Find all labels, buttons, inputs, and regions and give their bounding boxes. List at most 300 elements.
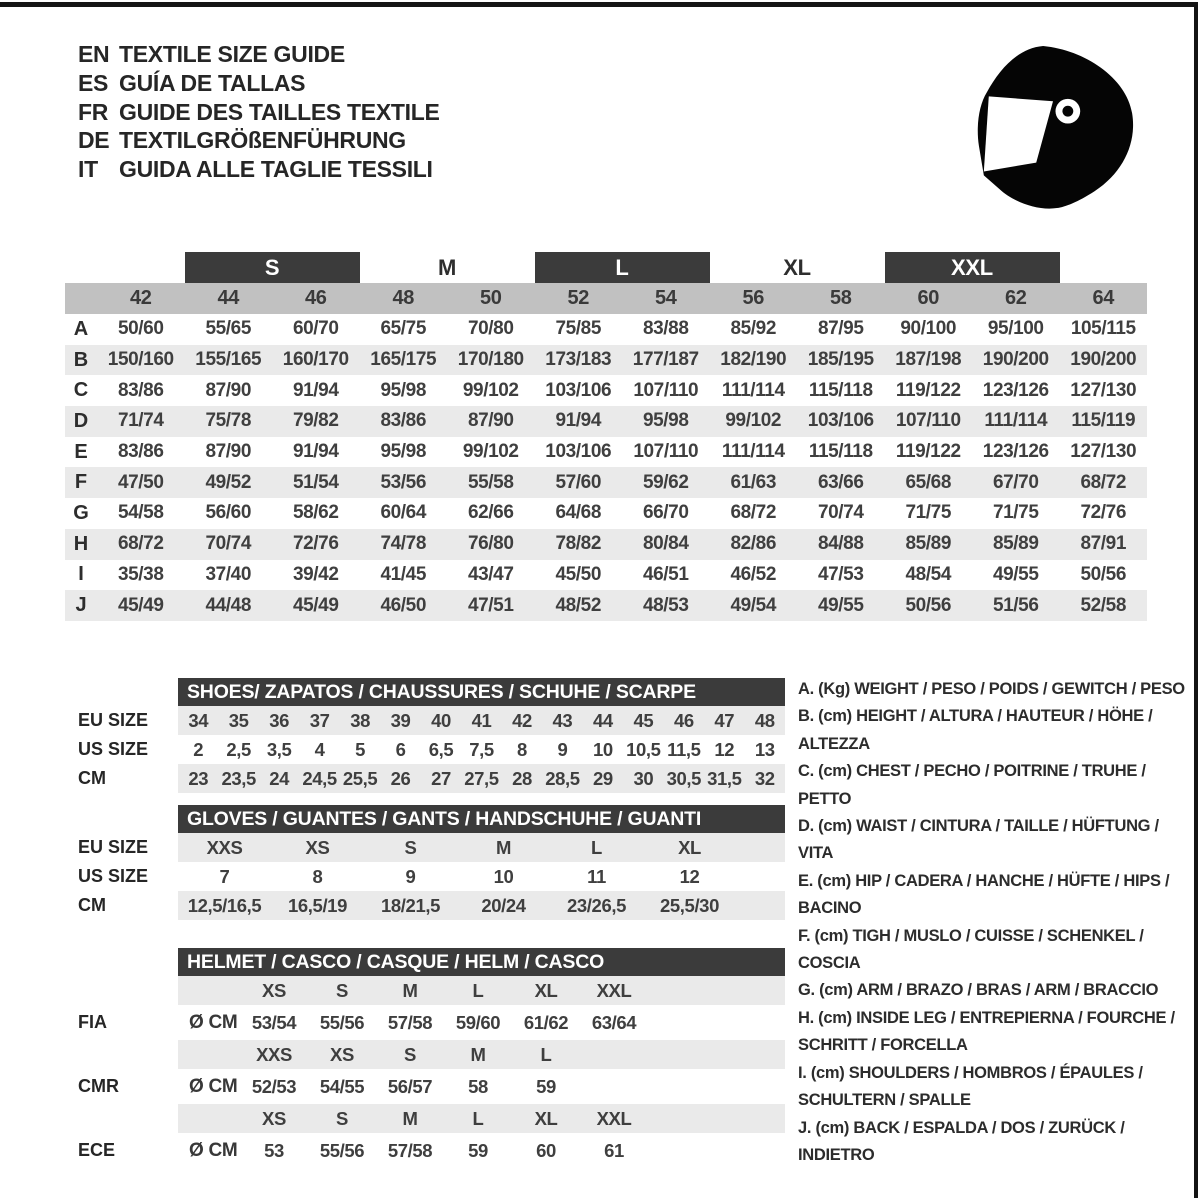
measure-value-cell: 65/68	[905, 471, 952, 493]
measure-value-cell: 55/65	[205, 318, 252, 340]
helmet-size-cell: XXL	[596, 1107, 632, 1129]
measure-value-cell: 115/118	[808, 379, 873, 401]
size-value-cell: 47	[714, 709, 735, 731]
measure-value-cell: 52/58	[1080, 594, 1127, 616]
measure-row-label: I	[78, 563, 84, 586]
row-label: CM	[78, 768, 106, 788]
measure-value-cell: 155/165	[195, 349, 262, 371]
measure-value-cell: 160/170	[282, 349, 349, 371]
language-code: ES	[78, 69, 109, 96]
legend-item: H. (cm) INSIDE LEG / ENTREPIERNA / FOURCHE / SCHRITT / FORCELLA	[798, 1008, 1175, 1055]
row-values	[178, 735, 785, 764]
size-value-cell: 23,5	[221, 767, 256, 789]
size-value-cell: 25,5	[342, 767, 378, 789]
measure-value-cell: 43/47	[467, 563, 514, 585]
size-group-xxl: XXL	[885, 252, 1060, 283]
measure-value-cell: 190/200	[982, 349, 1049, 371]
measure-value-cell: 45/49	[117, 594, 164, 616]
helmet-size-cell: XS	[262, 1107, 286, 1129]
helmet-values-grid	[178, 1133, 785, 1168]
measure-row-label: C	[73, 379, 89, 402]
measure-value-cell: 74/78	[380, 533, 427, 555]
size-value-cell: 24	[269, 767, 290, 789]
helmet-values-grid	[178, 1069, 785, 1104]
measure-value-cell: 87/90	[205, 379, 252, 401]
measure-value-cell: 64/68	[555, 502, 602, 524]
size-value-cell: 8	[517, 738, 527, 760]
size-table-row	[65, 706, 785, 735]
measure-row	[65, 529, 1147, 560]
measure-value-cell: 127/130	[1070, 441, 1137, 463]
measure-value-cell: 53/56	[380, 471, 427, 493]
size-value-cell: 40	[431, 709, 451, 731]
measure-value-cell: 54/58	[117, 502, 164, 524]
helmet-sizes-grid	[178, 976, 785, 1005]
legend-item: D. (cm) WAIST / CINTURA / TAILLE / HÜFTUNG / VITA	[798, 817, 1159, 863]
helmet-sizes-row	[65, 1104, 785, 1133]
measure-value-cell: 91/94	[292, 379, 339, 401]
helmet-sizes-row	[65, 1040, 785, 1069]
measure-value-cell: 47/50	[117, 471, 164, 493]
measure-value-cell: 61/63	[730, 471, 777, 493]
measure-value-cell: 63/66	[817, 471, 864, 493]
measure-value-cell: 67/70	[992, 471, 1039, 493]
size-value-cell: M	[495, 836, 511, 858]
size-value-cell: XL	[678, 836, 701, 858]
measure-value-cell: 91/94	[292, 441, 339, 463]
measure-value-cell: 82/86	[730, 533, 777, 555]
size-value-cell: 26	[390, 767, 411, 789]
row-label: CM	[78, 895, 106, 915]
top-border-line	[0, 2, 1198, 7]
helmet-value-cell: 58	[468, 1075, 488, 1097]
helmet-size-cell: XL	[534, 1107, 558, 1129]
size-value-cell: 2	[193, 738, 204, 760]
helmet-value-cell: 55/56	[319, 1011, 365, 1033]
size-band-cell: 58	[830, 287, 852, 309]
row-label: US SIZE	[78, 866, 149, 886]
size-band-cell: 42	[130, 287, 152, 309]
helmet-sizes-values	[178, 976, 785, 1005]
measure-value-cell: 70/74	[205, 533, 252, 555]
size-value-cell: 45	[633, 709, 654, 731]
size-value-cell: 29	[593, 767, 613, 789]
measure-value-cell: 107/110	[633, 441, 699, 463]
measure-value-cell: 78/82	[555, 533, 602, 555]
helmet-values-row	[65, 1005, 785, 1040]
measure-value-cell: 173/183	[545, 349, 612, 371]
size-value-cell: 25,5/30	[660, 894, 719, 916]
helmet-value-cell: 53	[264, 1139, 284, 1161]
shoes-section	[65, 678, 785, 793]
measure-value-cell: 190/200	[1070, 349, 1137, 371]
helmet-value-cell: 54/55	[319, 1075, 365, 1097]
legend	[798, 676, 1196, 1169]
measure-value-cell: 57/60	[555, 471, 602, 493]
size-group-spacer	[1060, 252, 1148, 283]
measure-value-cell: 95/98	[642, 410, 689, 432]
size-band-cell: 48	[392, 287, 414, 309]
measure-value-cell: 45/50	[555, 563, 602, 585]
measure-row-label: H	[73, 532, 89, 555]
size-value-cell: 34	[188, 709, 209, 731]
measure-value-cell: 115/118	[808, 441, 873, 463]
helmet-value-cell: 52/53	[251, 1075, 297, 1097]
measure-value-cell: 83/86	[380, 410, 427, 432]
measure-value-cell: 111/114	[984, 410, 1048, 432]
measure-row	[65, 498, 1147, 529]
size-value-cell: 28	[512, 767, 532, 789]
size-group-s: S	[185, 252, 360, 283]
row-label: FIA	[78, 1012, 107, 1032]
helmet-size-cell: S	[336, 1107, 348, 1129]
size-value-cell: 30	[633, 767, 654, 789]
language-row	[78, 155, 440, 184]
measure-row	[65, 375, 1147, 406]
helmet-value-cell: 57/58	[387, 1139, 433, 1161]
size-value-cell: 18/21,5	[381, 894, 440, 916]
measure-row-label: A	[73, 317, 89, 340]
helmet-size-cell: XXL	[596, 979, 632, 1001]
helmet-size-cell: S	[336, 979, 348, 1001]
size-value-cell: 20/24	[481, 894, 526, 916]
measure-value-cell: 47/53	[817, 563, 864, 585]
size-value-cell: 30,5	[666, 767, 702, 789]
measure-value-cell: 150/160	[107, 349, 174, 371]
size-table-row	[65, 862, 785, 891]
measure-value-cell: 107/110	[633, 379, 699, 401]
measure-value-cell: 99/102	[462, 379, 519, 401]
language-code: EN	[78, 41, 110, 67]
size-value-cell: 12	[714, 738, 735, 760]
size-value-cell: 16,5/19	[288, 894, 347, 916]
language-code: FR	[78, 98, 109, 125]
size-value-cell: 23/26,5	[567, 894, 626, 916]
measure-value-cell: 85/92	[730, 318, 777, 340]
measure-value-cell: 48/54	[905, 563, 952, 585]
measure-value-cell: 39/42	[292, 563, 339, 585]
diameter-cm-label: Ø CM	[189, 1075, 238, 1097]
language-title: GUIDA ALLE TAGLIE TESSILI	[119, 156, 433, 183]
size-value-cell: 9	[405, 865, 416, 887]
size-value-cell: 10,5	[626, 738, 661, 760]
size-value-cell: S	[404, 836, 417, 858]
measure-value-cell: 58/62	[292, 502, 339, 524]
legend-item: E. (cm) HIP / CADERA / HANCHE / HÜFTE / HIPS / BACINO	[798, 871, 1170, 918]
size-value-cell: 37	[309, 709, 330, 731]
measure-value-cell: 95/100	[987, 318, 1044, 340]
measure-row-label: E	[74, 440, 88, 463]
measure-value-cell: 85/89	[992, 533, 1039, 555]
row-values-grid	[178, 891, 736, 920]
size-table-row	[65, 891, 785, 920]
size-band-row	[65, 283, 1147, 314]
size-band-cell: 64	[1092, 287, 1114, 309]
measure-value-cell: 50/56	[1080, 563, 1127, 585]
measure-value-cell: 83/86	[117, 441, 164, 463]
helmet-value-cell: 61	[604, 1139, 624, 1161]
size-band-cell: 54	[655, 287, 677, 309]
helmet-value-cell: 61/62	[523, 1011, 569, 1033]
measure-value-cell: 123/126	[982, 441, 1049, 463]
measure-value-cell: 72/76	[1080, 502, 1127, 524]
helmet-values-row	[65, 1069, 785, 1104]
measure-row-label: G	[73, 501, 89, 524]
measure-value-cell: 187/198	[895, 349, 962, 371]
size-value-cell: 39	[390, 709, 411, 731]
measure-row-label: D	[73, 409, 89, 432]
measure-value-cell: 59/62	[642, 471, 689, 493]
row-label: EU SIZE	[78, 710, 149, 730]
measure-value-cell: 37/40	[205, 563, 252, 585]
helmet-rows	[65, 976, 785, 1168]
measure-value-cell: 165/175	[370, 349, 437, 371]
language-title: TEXTILE SIZE GUIDE	[119, 41, 345, 67]
measure-value-cell: 127/130	[1070, 379, 1137, 401]
title-block	[78, 40, 440, 184]
helmet-value-cell: 53/54	[251, 1011, 297, 1033]
language-row	[78, 98, 440, 127]
measure-value-cell: 48/52	[555, 594, 602, 616]
measure-value-cell: 49/54	[730, 594, 777, 616]
row-values-grid	[178, 764, 785, 793]
measure-row	[65, 590, 1147, 621]
helmet-value-cell: 59	[468, 1139, 488, 1161]
row-values	[178, 862, 785, 891]
measure-value-cell: 62/66	[467, 502, 514, 524]
row-label-spacer	[65, 1104, 178, 1133]
helmet-size-cell: XS	[262, 979, 286, 1001]
language-row	[78, 69, 440, 98]
helmet-sizes-row	[65, 976, 785, 1005]
size-value-cell: 2,5	[226, 738, 251, 760]
size-value-cell: 35	[228, 709, 249, 731]
measure-value-cell: 55/58	[467, 471, 514, 493]
measure-value-cell: 60/64	[380, 502, 427, 524]
size-group-l: L	[535, 252, 710, 283]
size-value-cell: 27	[431, 767, 451, 789]
measure-row	[65, 345, 1147, 376]
measure-value-cell: 85/89	[905, 533, 952, 555]
measure-value-cell: 71/74	[117, 410, 164, 432]
helmet-size-cell: S	[404, 1043, 416, 1065]
size-band-cell: 50	[480, 287, 502, 309]
measure-value-cell: 185/195	[807, 349, 874, 371]
size-value-cell: 6	[395, 738, 406, 760]
measure-value-cell: 47/51	[467, 594, 514, 616]
size-value-cell: 12,5/16,5	[187, 894, 262, 916]
helmet-size-cell: XXS	[256, 1043, 292, 1065]
measure-value-cell: 45/49	[292, 594, 339, 616]
measure-value-cell: 83/86	[117, 379, 164, 401]
size-value-cell: 9	[557, 738, 568, 760]
measure-row	[65, 560, 1147, 591]
row-values	[178, 706, 785, 735]
row-values-grid	[178, 735, 785, 764]
measure-value-cell: 91/94	[555, 410, 602, 432]
size-group-m: M	[437, 254, 457, 280]
measure-value-cell: 80/84	[642, 533, 689, 555]
size-value-cell: 4	[314, 738, 325, 760]
measure-value-cell: 44/48	[205, 594, 252, 616]
measure-value-cell: 182/190	[720, 349, 787, 371]
size-band-cell: 62	[1005, 287, 1027, 309]
diameter-cm-label: Ø CM	[189, 1139, 238, 1161]
measure-row-label: J	[75, 594, 87, 617]
size-value-cell: XS	[305, 836, 330, 858]
size-value-cell: 10	[493, 865, 514, 887]
size-value-cell: 46	[673, 709, 694, 731]
measure-value-cell: 103/106	[807, 410, 874, 432]
legend-item: G. (cm) ARM / BRAZO / BRAS / ARM / BRACCIO	[798, 981, 1159, 1000]
measure-value-cell: 46/51	[642, 563, 689, 585]
size-table-row	[65, 764, 785, 793]
helmet-values	[178, 1133, 785, 1168]
measure-value-cell: 71/75	[905, 502, 952, 524]
size-value-cell: 32	[754, 767, 775, 789]
measure-value-cell: 50/56	[905, 594, 952, 616]
row-label-spacer	[65, 976, 178, 1005]
measure-value-cell: 87/90	[467, 410, 514, 432]
measure-value-cell: 68/72	[730, 502, 777, 524]
size-value-cell: 13	[754, 738, 775, 760]
measure-value-cell: 87/95	[817, 318, 864, 340]
helmet-size-cell: L	[540, 1043, 552, 1065]
size-value-cell: 7	[219, 865, 230, 887]
diameter-cm-label: Ø CM	[189, 1011, 238, 1033]
size-value-cell: 24,5	[302, 767, 337, 789]
legend-item: F. (cm) TIGH / MUSLO / CUISSE / SCHENKEL / COSCIA	[798, 926, 1144, 973]
size-value-cell: 7,5	[469, 738, 494, 760]
measure-value-cell: 170/180	[457, 349, 524, 371]
size-value-cell: 5	[355, 738, 366, 760]
measure-row	[65, 314, 1147, 345]
size-value-cell: 12	[679, 865, 700, 887]
helmet-values	[178, 1005, 785, 1040]
measure-value-cell: 65/75	[380, 318, 427, 340]
measure-value-cell: 95/98	[380, 379, 427, 401]
helmet-values-grid	[178, 1005, 785, 1040]
helmet-size-cell: XL	[534, 979, 558, 1001]
legend-item: A. (Kg) WEIGHT / PESO / POIDS / GEWITCH / PESO	[798, 680, 1185, 698]
measure-value-cell: 49/55	[992, 563, 1039, 585]
measure-value-cell: 83/88	[642, 318, 689, 340]
helmet-section	[65, 948, 785, 1168]
measure-value-cell: 51/56	[992, 594, 1039, 616]
measure-row-label: F	[74, 471, 88, 494]
size-value-cell: 6,5	[428, 738, 454, 760]
size-value-cell: 44	[593, 709, 613, 731]
helmet-value-cell: 57/58	[387, 1011, 433, 1033]
size-value-cell: 38	[350, 709, 370, 731]
measure-value-cell: 107/110	[895, 410, 961, 432]
measure-value-cell: 71/75	[992, 502, 1039, 524]
gloves-rows	[65, 833, 785, 920]
size-value-cell: 23	[188, 767, 209, 789]
row-label: EU SIZE	[78, 837, 149, 857]
size-value-cell: 10	[593, 738, 613, 760]
size-value-cell: L	[591, 836, 602, 858]
measure-value-cell: 41/45	[380, 563, 427, 585]
helmet-size-cell: M	[402, 979, 418, 1001]
measure-value-cell: 99/102	[462, 441, 519, 463]
measure-value-cell: 84/88	[817, 533, 864, 555]
size-value-cell: 27,5	[464, 767, 499, 789]
measure-value-cell: 75/78	[205, 410, 252, 432]
language-row	[78, 126, 440, 155]
measure-value-cell: 105/115	[1070, 318, 1136, 340]
size-group-row	[65, 252, 1147, 283]
measure-value-cell: 119/122	[895, 379, 961, 401]
measure-value-cell: 51/54	[292, 471, 339, 493]
size-value-cell: 42	[512, 709, 532, 731]
measure-value-cell: 103/106	[545, 441, 612, 463]
main-size-table	[65, 252, 1147, 621]
row-values-grid	[178, 862, 736, 891]
measure-value-cell: 72/76	[292, 533, 339, 555]
helmet-sizes-grid	[178, 1104, 785, 1133]
measure-value-cell: 49/52	[205, 471, 252, 493]
helmet-value-cell: 59/60	[455, 1011, 501, 1033]
language-code: DE	[78, 127, 110, 154]
language-title: GUIDE DES TAILLES TEXTILE	[119, 98, 440, 125]
measure-value-cell: 87/91	[1080, 533, 1127, 555]
row-label: ECE	[78, 1140, 116, 1160]
row-label: CMR	[78, 1076, 119, 1096]
measure-value-cell: 115/119	[1071, 410, 1136, 432]
legend-item: B. (cm) HEIGHT / ALTURA / HAUTEUR / HÖHE / ALTEZZA	[798, 707, 1153, 753]
measure-value-cell: 70/74	[817, 502, 864, 524]
helmet-value-cell: 56/57	[387, 1075, 433, 1097]
measure-value-cell: 87/90	[205, 441, 252, 463]
row-label-spacer	[65, 1040, 178, 1069]
measure-value-cell: 60/70	[292, 318, 339, 340]
language-title: TEXTILGRÖßENFÜHRUNG	[119, 127, 406, 154]
measure-row-label: B	[73, 348, 89, 371]
measure-value-cell: 75/85	[555, 318, 602, 340]
measure-value-cell: 56/60	[205, 502, 252, 524]
row-label: US SIZE	[78, 739, 149, 759]
size-value-cell: 11,5	[667, 738, 701, 760]
measure-value-cell: 99/102	[725, 410, 782, 432]
size-band-cell: 60	[917, 287, 939, 309]
size-group-spacer	[97, 252, 185, 283]
measure-value-cell: 46/52	[730, 563, 777, 585]
row-values	[178, 891, 785, 920]
size-table-row	[65, 833, 785, 862]
helmet-size-cell: XS	[330, 1043, 354, 1065]
helmet-sizes-values	[178, 1040, 785, 1069]
measure-value-cell: 66/70	[642, 502, 689, 524]
size-band-cell: 46	[305, 287, 327, 309]
gloves-header-bar: GLOVES / GUANTES / GANTS / HANDSCHUHE / GUANTI	[178, 805, 785, 833]
size-value-cell: 48	[754, 709, 775, 731]
gloves-section	[65, 805, 785, 920]
measure-value-cell: 103/106	[545, 379, 612, 401]
racing-helmet-icon	[975, 42, 1135, 212]
row-values	[178, 764, 785, 793]
row-values-grid	[178, 833, 736, 862]
helmet-size-cell: M	[470, 1043, 486, 1065]
size-value-cell: XXS	[206, 836, 243, 858]
measure-value-cell: 46/50	[380, 594, 427, 616]
measure-value-cell: 90/100	[900, 318, 957, 340]
helmet-size-cell: L	[472, 1107, 484, 1129]
size-band-cell: 56	[742, 287, 764, 309]
measure-value-cell: 95/98	[380, 441, 427, 463]
row-values	[178, 833, 785, 862]
measure-value-cell: 48/53	[642, 594, 689, 616]
